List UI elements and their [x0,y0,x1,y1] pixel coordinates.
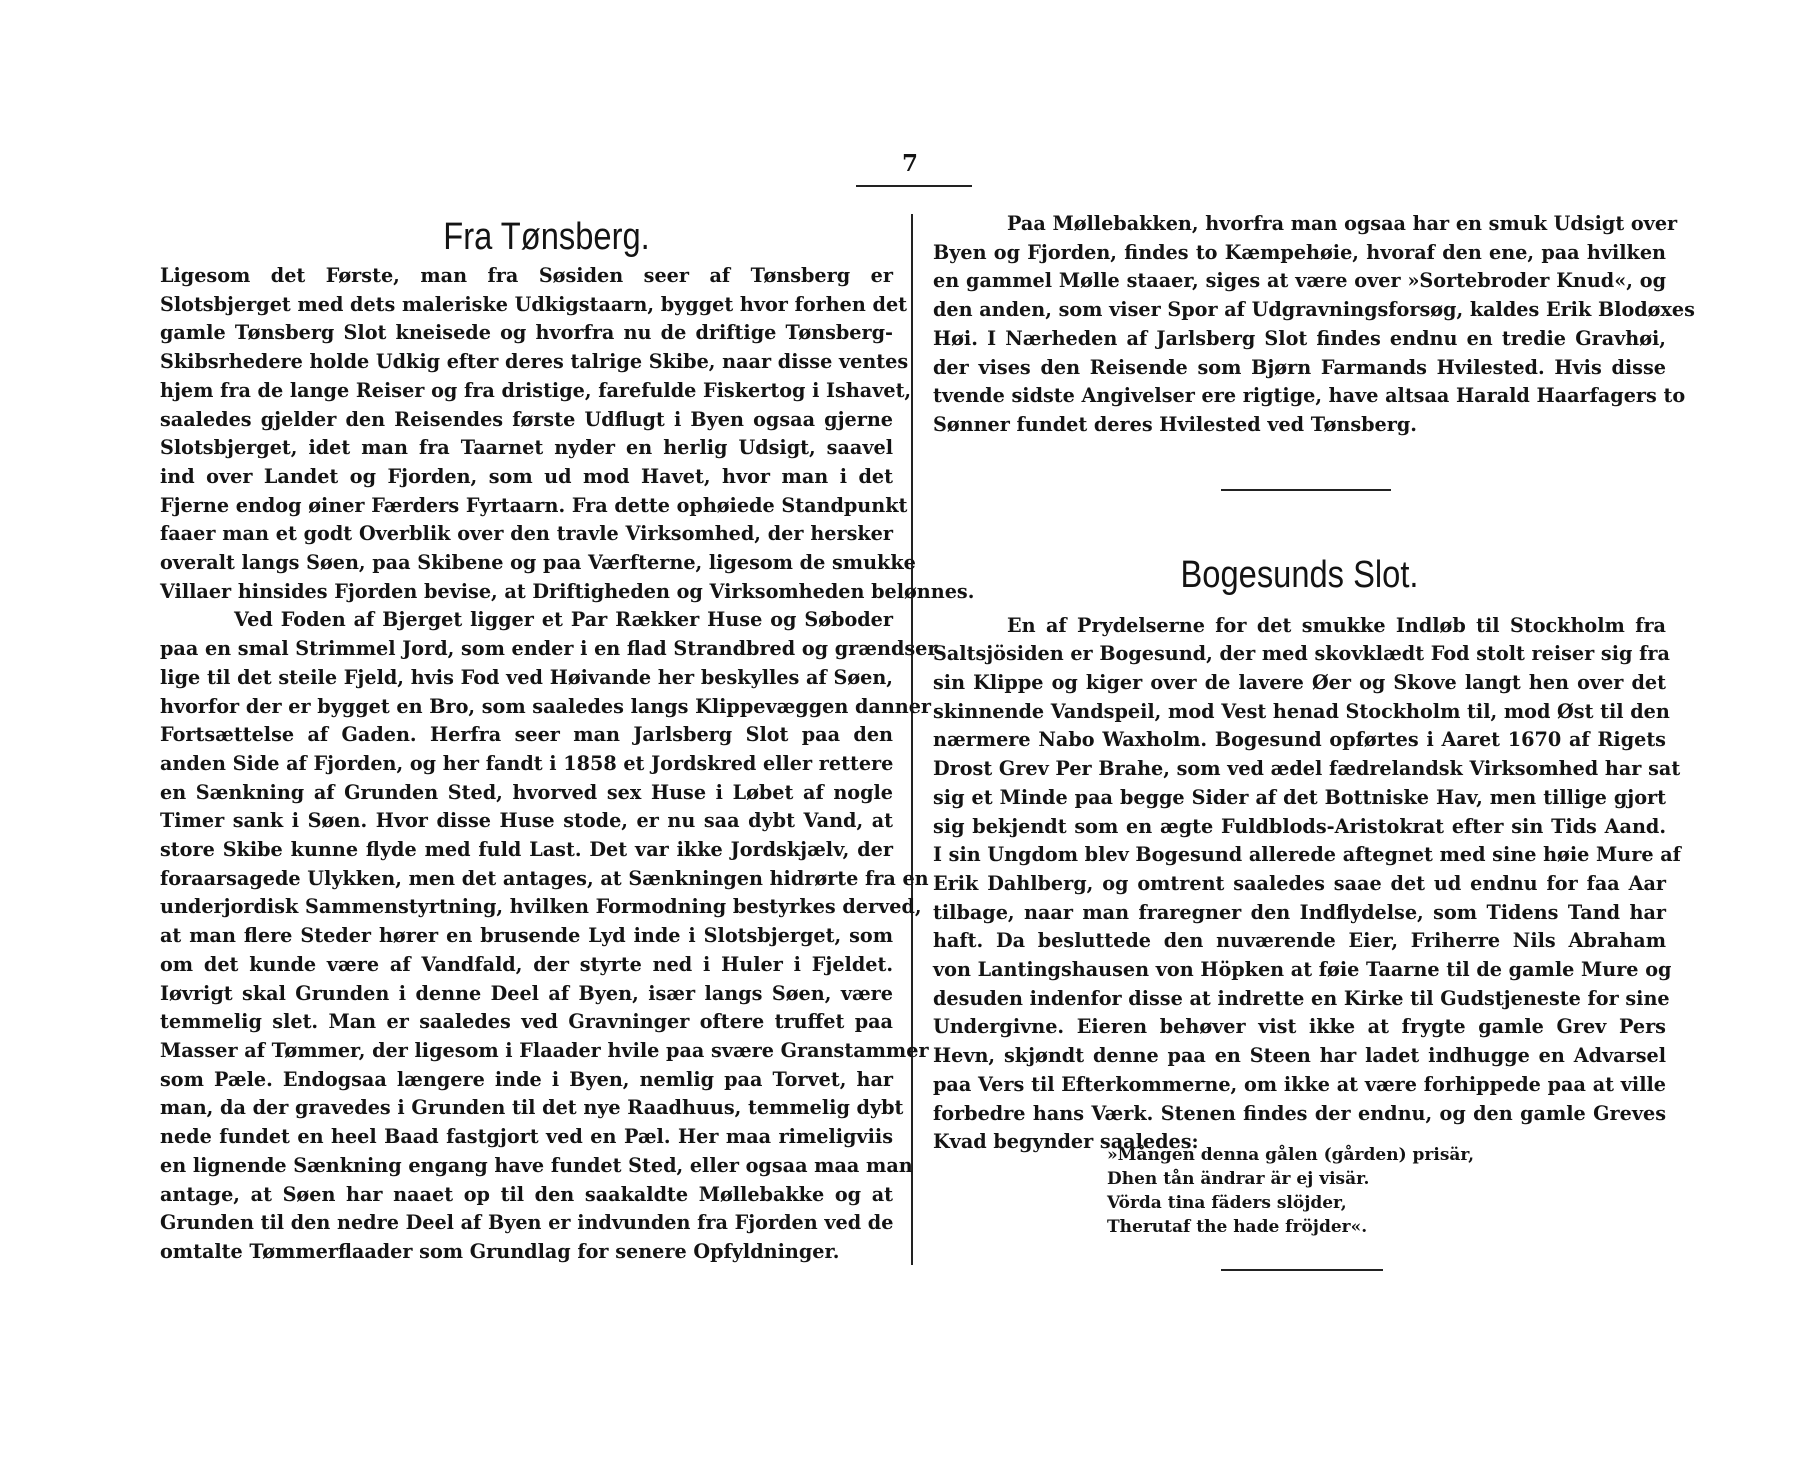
poem-line: Therutaf the hade fröjder«. [1107,1217,1368,1237]
page-number-rule [856,185,972,187]
text-line: Masser af Tømmer, der ligesom i Flaader hvile paa svære Granstammer [160,1038,929,1062]
text-line: overalt langs Søen, paa Skibene og paa Værfterne, ligesom de smukke [160,551,916,575]
text-line: Erik Dahlberg, og omtrent saaledes saae det ud endnu for faa Aar [933,871,1666,895]
poem-line: Dhen tån ändrar är ej visär. [1107,1169,1370,1189]
text-line: foraarsagede Ulykken, men det antages, at Sænkningen hidrørte fra en [160,866,929,890]
text-line: forbedre hans Værk. Stenen findes der endnu, og den gamle Greves [933,1101,1666,1125]
column-divider [911,214,913,1265]
text-line: som Pæle. Endogsaa længere inde i Byen, nemlig paa Torvet, har [160,1067,893,1091]
text-line: Paa Møllebakken, hvorfra man ogsaa har en smuk Udsigt over [1007,212,1678,235]
left-column [160,212,975,1267]
paragraph-1 [160,262,975,606]
text-line: faaer man et godt Overblik over den travle Virksomhed, der hersker [160,522,893,546]
text-line: paa en smal Strimmel Jord, som ender i en flad Strandbred og grændser [160,637,938,661]
text-line: en lignende Sænkning engang have fundet Sted, eller ogsaa maa man [160,1153,913,1177]
text-line: Saltsjösiden er Bogesund, der med skovklædt Fod stolt reiser sig fra [933,642,1670,666]
text-line: Kvad begynder saaledes: [933,1130,1199,1154]
right-column [933,210,1695,1157]
heading-spacer [933,600,1666,612]
heading-bogesunds-slot: Bogesunds Slot. [1180,553,1419,596]
text-line: en gammel Mølle staaer, siges at være over »Sortebroder Knud«, og [933,269,1666,293]
text-line: tilbage, naar man fraregner den Indflydelse, som Tidens Tand har [933,900,1666,924]
text-line: hjem fra de lange Reiser og fra dristige, farefulde Fiskertog i Ishavet, [160,378,912,402]
text-line: man, da der gravedes i Grunden til det nye Raadhuus, temmelig dybt [160,1096,904,1120]
text-line: En af Prydelserne for det smukke Indløb til Stockholm fra [1007,613,1666,637]
text-line: skinnende Vandspeil, mod Vest henad Stockholm til, mod Øst til den [933,699,1670,723]
text-line: hvorfor der er bygget en Bro, som saaledes langs Klippevæggen danner [160,694,932,718]
section-rule [1221,489,1391,491]
text-line: I sin Ungdom blev Bogesund allerede aftegnet med sine høie Mure af [933,843,1681,867]
text-line: Grunden til den nedre Deel af Byen er indvunden fra Fjorden ved de [160,1211,894,1235]
text-line: gamle Tønsberg Slot kneisede og hvorfra nu de driftige Tønsberg- [160,321,893,345]
text-line: von Lantingshausen von Höpken at føie Taarne til de gamle Mure og [933,958,1672,982]
text-line: der vises den Reisende som Bjørn Farmands Hvilested. Hvis disse [933,355,1666,379]
text-line: Fjerne endog øiner Færders Fyrtaarn. Fra dette ophøiede Standpunkt [160,493,908,517]
text-line: sig et Minde paa begge Sider af det Bottniske Hav, men tillige gjort [933,785,1666,809]
poem [1107,1143,1487,1239]
text-line: ind over Landet og Fjorden, som ud mod Havet, hvor man i det [160,464,893,488]
text-line: Slotsbjerget med dets maleriske Udkigstaarn, bygget hvor forhen det [160,292,908,316]
text-line: omtalte Tømmerflaader som Grundlag for senere Opfyldninger. [160,1239,840,1263]
text-line: nærmere Nabo Waxholm. Bogesund opførtes i Aaret 1670 af Rigets [933,728,1666,752]
text-line: om det kunde være af Vandfald, der styrte ned i Huler i Fjeldet. [160,952,893,976]
text-line: Skibsrhedere holde Udkig efter deres talrige Skibe, naar disse ventes [160,350,909,374]
text-line: Hevn, skjøndt denne paa en Steen har ladet indhugge en Advarsel [933,1044,1666,1068]
text-line: sin Klippe og kiger over de lavere Øer og Skove langt hen over det [933,671,1666,695]
paragraph-mollebakken [933,210,1695,440]
text-line: haft. Da besluttede den nuværende Eier, Friherre Nils Abraham [933,929,1666,953]
text-line: store Skibe kunne flyde med fuld Last. Det var ikke Jordskjælv, der [160,838,893,862]
text-line: saaledes gjelder den Reisendes første Udflugt i Byen ogsaa gjerne [160,407,893,431]
text-line: Byen og Fjorden, findes to Kæmpehøie, hvoraf den ene, paa hvilken [933,240,1666,264]
text-line: Ved Foden af Bjerget ligger et Par Rækker Huse og Søboder [234,608,893,632]
text-line: Høi. I Nærheden af Jarlsberg Slot findes endnu en tredie Gravhøi, [933,326,1666,350]
text-line: Undergivne. Eieren behøver vist ikke at frygte gamle Grev Pers [933,1015,1666,1039]
heading-fra-tonsberg: Fra Tønsberg. [443,216,650,258]
page-number: 7 [901,150,918,177]
poem-line: »Mången denna gålen (gården) prisär, [1107,1145,1475,1165]
text-line: underjordisk Sammenstyrtning, hvilken Formodning bestyrkes derved, [160,895,922,919]
text-line: paa Vers til Efterkommerne, om ikke at være forhippede paa at ville [933,1072,1666,1096]
text-line: tvende sidste Angivelser ere rigtige, have altsaa Harald Haarfagers to [933,384,1686,408]
text-line: antage, at Søen har naaet op til den saakaldte Møllebakke og at [160,1182,893,1206]
text-line: sig bekjendt som en ægte Fuldblods-Aristokrat efter sin Tids Aand. [933,814,1666,838]
text-line: den anden, som viser Spor af Udgravningsforsøg, kaldes Erik Blodøxes [933,298,1695,322]
text-line: Fortsættelse af Gaden. Herfra seer man Jarlsberg Slot paa den [160,723,893,747]
text-line: temmelig slet. Man er saaledes ved Gravninger oftere truffet paa [160,1010,893,1034]
text-line: Drost Grev Per Brahe, som ved ædel fædrelandsk Virksomhed har sat [933,757,1681,781]
section-spacer [933,440,1666,550]
text-line: Iøvrigt skal Grunden i denne Deel af Byen, især langs Søen, være [160,981,893,1005]
paragraph-2 [160,606,938,1266]
text-line: nede fundet en heel Baad fastgjort ved en Pæl. Her maa rimeligviis [160,1125,893,1149]
text-line: Sønner fundet deres Hvilested ved Tønsberg. [933,412,1417,436]
text-line: anden Side af Fjorden, og her fandt i 1858 et Jordskred eller rettere [160,751,894,775]
text-line: Villaer hinsides Fjorden bevise, at Driftigheden og Virksomheden belønnes. [160,579,975,603]
text-line: lige til det steile Fjeld, hvis Fod ved Høivande her beskylles af Søen, [160,665,893,689]
text-line: en Sænkning af Grunden Sted, hvorved sex Huse i Løbet af nogle [160,780,893,804]
poem-line: Vörda tina fäders slöjder, [1107,1193,1347,1213]
text-line: Ligesom det Første, man fra Søsiden seer af Tønsberg er [160,264,893,287]
text-line: desuden indenfor disse at indrette en Kirke til Gudstjeneste for sine [933,986,1670,1010]
end-rule [1221,1269,1383,1271]
text-line: Slotsbjerget, idet man fra Taarnet nyder en herlig Udsigt, saavel [160,436,893,460]
paragraph-bogesund [933,612,1681,1157]
text-line: at man flere Steder hører en brusende Lyd inde i Slotsbjerget, som [160,924,893,948]
text-line: Timer sank i Søen. Hvor disse Huse stode, er nu saa dybt Vand, at [160,809,893,833]
